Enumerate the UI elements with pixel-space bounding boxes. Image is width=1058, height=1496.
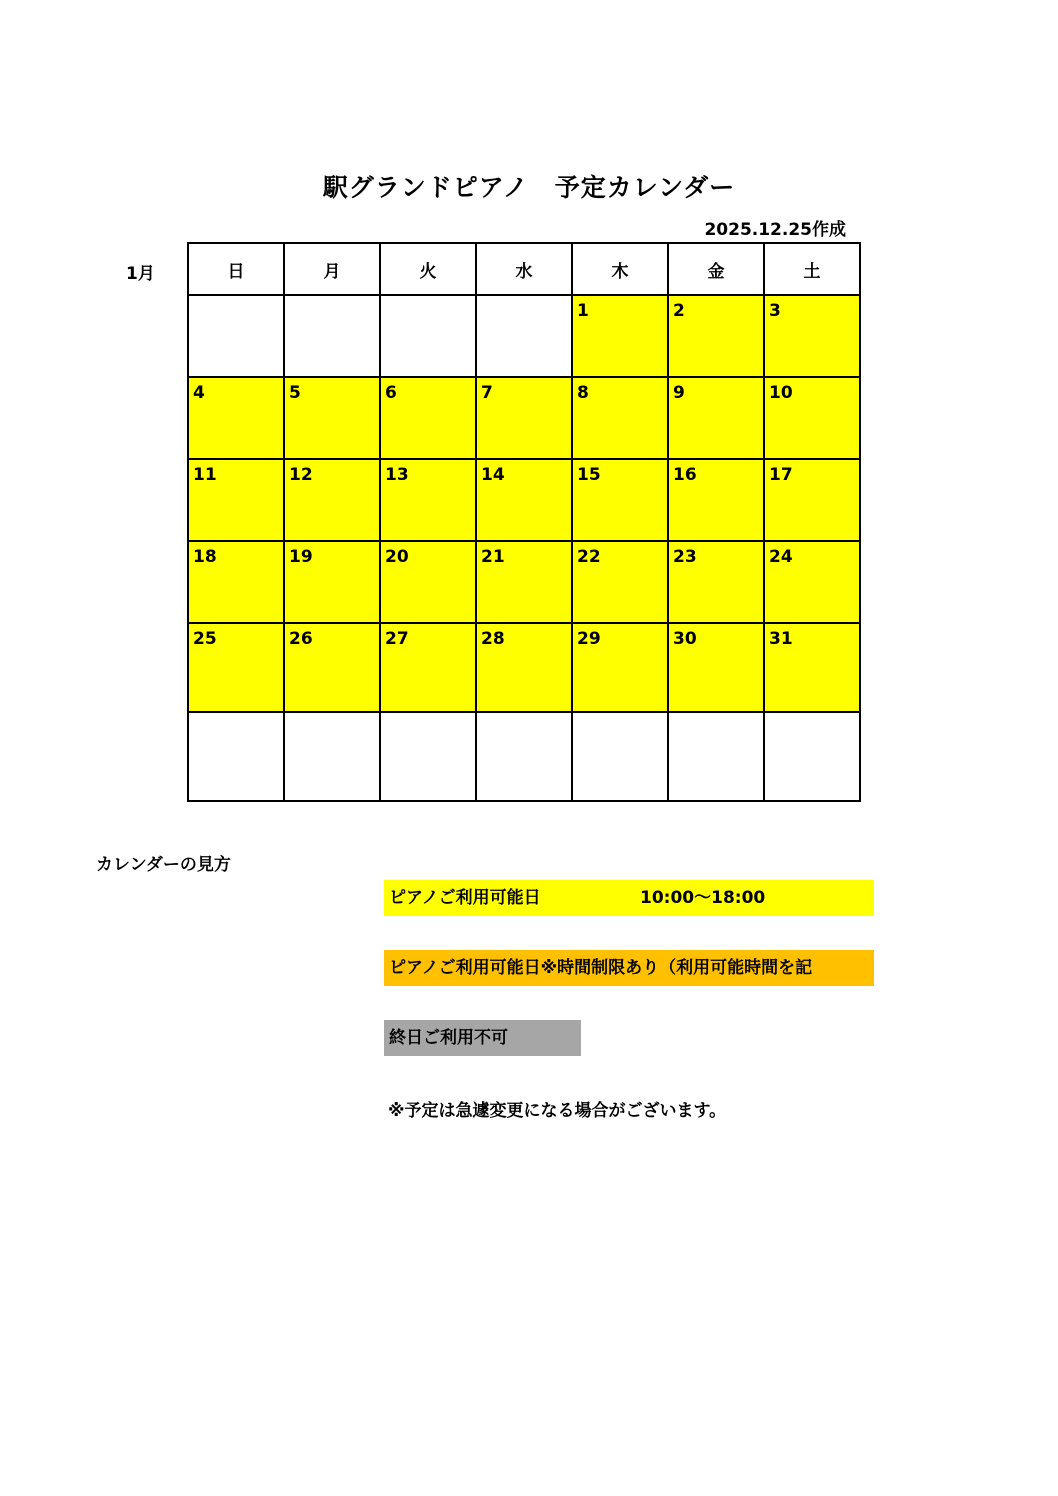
calendar-day-cell	[188, 541, 284, 623]
calendar-day-cell	[764, 295, 860, 377]
calendar-empty-cell	[188, 295, 284, 377]
calendar-day-cell	[668, 295, 764, 377]
calendar-day-cell	[188, 623, 284, 712]
month-label: 1月	[126, 264, 155, 284]
day-number: 2	[673, 301, 685, 321]
legend-unavailable	[384, 1020, 581, 1056]
calendar-title: 駅グランドピアノ 予定カレンダー	[322, 173, 736, 202]
calendar-empty-cell	[572, 712, 668, 801]
calendar-day-cell	[380, 377, 476, 459]
weekday-thu: 木	[572, 243, 668, 295]
calendar-week-row	[188, 295, 860, 377]
day-number: 11	[193, 465, 217, 485]
calendar-empty-cell	[284, 712, 380, 801]
day-number: 9	[673, 383, 685, 403]
calendar-week-row	[188, 623, 860, 712]
day-number: 26	[289, 629, 313, 649]
day-number: 23	[673, 547, 697, 567]
day-number: 3	[769, 301, 781, 321]
day-number: 19	[289, 547, 313, 567]
day-number: 15	[577, 465, 601, 485]
calendar-empty-cell	[188, 712, 284, 801]
day-number: 24	[769, 547, 793, 567]
day-number: 30	[673, 629, 697, 649]
calendar-grid	[187, 242, 861, 802]
calendar-week-row	[188, 712, 860, 801]
day-number: 16	[673, 465, 697, 485]
calendar-day-cell	[764, 541, 860, 623]
calendar-day-cell	[476, 623, 572, 712]
calendar-empty-cell	[476, 712, 572, 801]
notice-text: ※予定は急遽変更になる場合がございます。	[388, 1101, 727, 1121]
day-number: 29	[577, 629, 601, 649]
calendar-day-cell	[476, 377, 572, 459]
calendar-empty-cell	[380, 295, 476, 377]
calendar-day-cell	[572, 623, 668, 712]
day-number: 21	[481, 547, 505, 567]
day-number: 17	[769, 465, 793, 485]
calendar-day-cell	[380, 459, 476, 541]
legend-heading: カレンダーの見方	[96, 855, 231, 875]
calendar-week-row	[188, 377, 860, 459]
calendar-day-cell	[284, 377, 380, 459]
calendar-day-cell	[668, 377, 764, 459]
day-number: 8	[577, 383, 589, 403]
day-number: 28	[481, 629, 505, 649]
day-number: 6	[385, 383, 397, 403]
calendar-day-cell	[764, 459, 860, 541]
calendar-day-cell	[764, 623, 860, 712]
weekday-mon: 月	[284, 243, 380, 295]
legend-unavailable-label: 終日ご利用不可	[389, 1028, 508, 1048]
calendar-empty-cell	[380, 712, 476, 801]
day-number: 18	[193, 547, 217, 567]
calendar-week-row	[188, 541, 860, 623]
day-number: 22	[577, 547, 601, 567]
day-number: 31	[769, 629, 793, 649]
weekday-sun: 日	[188, 243, 284, 295]
calendar-day-cell	[572, 295, 668, 377]
calendar-day-cell	[764, 377, 860, 459]
legend-available-time: 10:00～18:00	[640, 888, 766, 908]
created-date: 2025.12.25作成	[704, 220, 846, 240]
calendar-day-cell	[188, 377, 284, 459]
calendar-day-cell	[284, 459, 380, 541]
legend-limited-label: ピアノご利用可能日※時間制限あり（利用可能時間を記	[389, 958, 813, 978]
weekday-fri: 金	[668, 243, 764, 295]
day-number: 20	[385, 547, 409, 567]
calendar-day-cell	[668, 541, 764, 623]
calendar-empty-cell	[668, 712, 764, 801]
calendar-day-cell	[668, 459, 764, 541]
day-number: 12	[289, 465, 313, 485]
calendar-day-cell	[284, 623, 380, 712]
day-number: 14	[481, 465, 505, 485]
weekday-wed: 水	[476, 243, 572, 295]
day-number: 7	[481, 383, 493, 403]
day-number: 25	[193, 629, 217, 649]
calendar-week-row	[188, 459, 860, 541]
calendar-day-cell	[668, 623, 764, 712]
calendar-day-cell	[572, 541, 668, 623]
calendar-empty-cell	[764, 712, 860, 801]
weekday-header-row	[188, 243, 860, 295]
day-number: 4	[193, 383, 205, 403]
day-number: 1	[577, 301, 589, 321]
calendar-day-cell	[188, 459, 284, 541]
weekday-sat: 土	[764, 243, 860, 295]
calendar-empty-cell	[284, 295, 380, 377]
legend-available	[384, 880, 874, 916]
calendar-day-cell	[380, 541, 476, 623]
calendar-day-cell	[284, 541, 380, 623]
calendar-day-cell	[476, 459, 572, 541]
calendar-day-cell	[380, 623, 476, 712]
calendar-day-cell	[476, 541, 572, 623]
day-number: 27	[385, 629, 409, 649]
weekday-tue: 火	[380, 243, 476, 295]
calendar-empty-cell	[476, 295, 572, 377]
legend-available-label: ピアノご利用可能日	[389, 888, 541, 908]
day-number: 13	[385, 465, 409, 485]
day-number: 5	[289, 383, 301, 403]
day-number: 10	[769, 383, 793, 403]
calendar-day-cell	[572, 377, 668, 459]
calendar-day-cell	[572, 459, 668, 541]
legend-limited	[384, 950, 874, 986]
